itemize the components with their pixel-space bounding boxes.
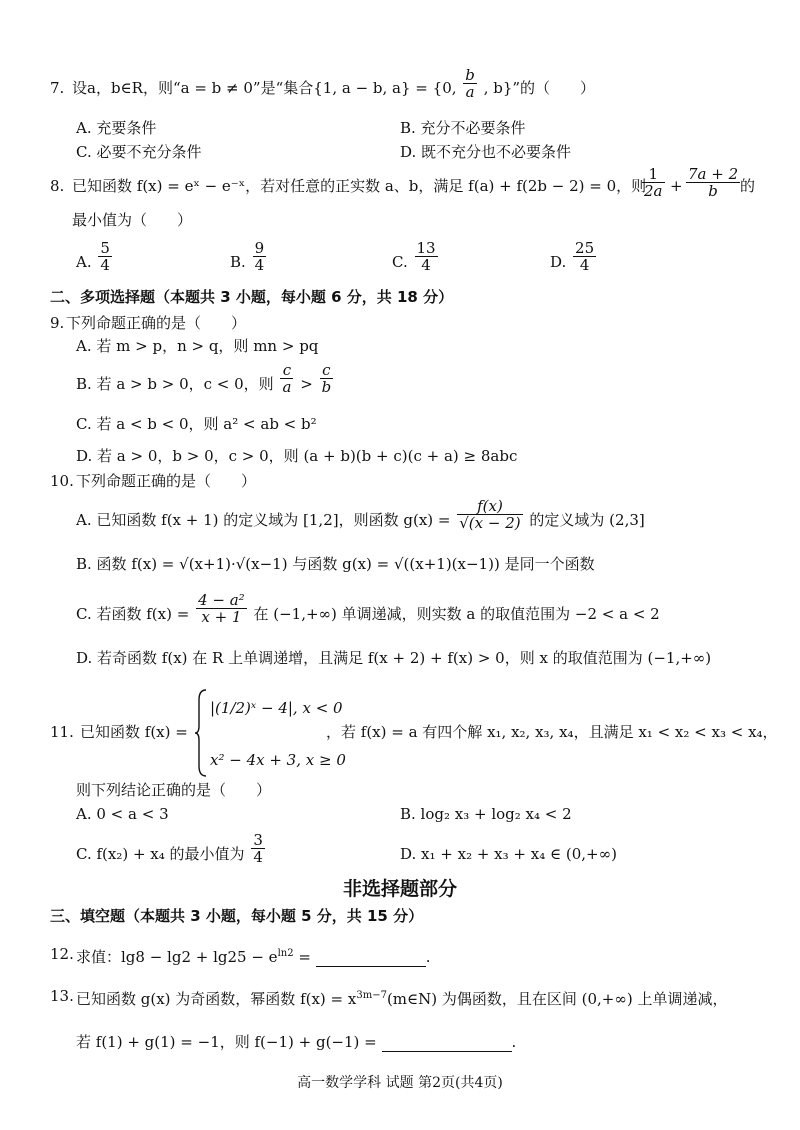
option-a: A. 充要条件 <box>76 119 157 137</box>
option-b: B. $\frac{9}{4}$ <box>230 238 265 274</box>
question-stem: 下列命题正确的是（ ） <box>66 314 247 332</box>
option-b: B. 充分不必要条件 <box>400 119 526 137</box>
question-stem: 设a，b∈R，则“a = b ≠ 0”是“集合{1, a − b, a} = {0, $\frac{b}{a}$ , b}”的（ ） <box>72 65 596 101</box>
question-number: 12. <box>50 945 74 963</box>
option-b: B. log₂ x₃ + log₂ x₄ < 2 <box>400 805 572 823</box>
option-c: C. 必要不充分条件 <box>76 143 202 161</box>
option-d: D. $\frac{25}{4}$ <box>550 238 595 274</box>
question-number: 7. <box>50 79 65 97</box>
function-definition: 已知函数 f(x) = <box>80 723 188 741</box>
fraction-1-over-2a: $\frac{1}{2a}$ <box>644 165 663 200</box>
fraction-7a2-over-b: $\frac{7a + 2}{b}$ <box>688 165 739 200</box>
question-number: 11. <box>50 723 74 741</box>
section-title-non-choice: 非选择题部分 <box>342 878 457 900</box>
question-stem: 已知函数 f(x) = eˣ − e⁻ˣ，若对任意的正实数 a、b，满足 f(a) + f(2b − 2) = 0，则 <box>72 177 647 195</box>
option-a: A. $\frac{5}{4}$ <box>76 238 110 274</box>
question-number: 10. <box>50 472 74 490</box>
question-stem: 下列命题正确的是（ ） <box>76 472 257 490</box>
piecewise-case-2: x² − 4x + 3, x ≥ 0 <box>210 751 346 769</box>
condition-text: ，若 f(x) = a 有四个解 x₁, x₂, x₃, x₄，且满足 x₁ < x₂ < x₃ < x₄， <box>326 723 778 741</box>
piecewise-brace-icon <box>194 688 208 778</box>
option-c: C. f(x₂) + x₄ 的最小值为 $\frac{3}{4}$ <box>76 830 263 866</box>
option-a: A. 0 < a < 3 <box>76 805 169 823</box>
piecewise-case-1: |(1/2)ˣ − 4|, x < 0 <box>210 699 343 717</box>
question-number: 9. <box>50 314 65 332</box>
page-footer: 高一数学学科 试题 第2页(共4页) <box>297 1075 503 1091</box>
answer-blank[interactable] <box>316 950 426 967</box>
option-d: D. x₁ + x₂ + x₃ + x₄ ∈ (0,+∞) <box>400 845 617 863</box>
option-c: C. $\frac{13}{4}$ <box>392 238 436 274</box>
question-number: 8. <box>50 177 65 195</box>
answer-blank[interactable] <box>382 1035 512 1052</box>
option-d: D. 既不充分也不必要条件 <box>400 143 572 161</box>
fraction-b-over-a: $\frac{b}{a}$ <box>465 65 475 101</box>
question-number: 13. <box>50 987 74 1005</box>
